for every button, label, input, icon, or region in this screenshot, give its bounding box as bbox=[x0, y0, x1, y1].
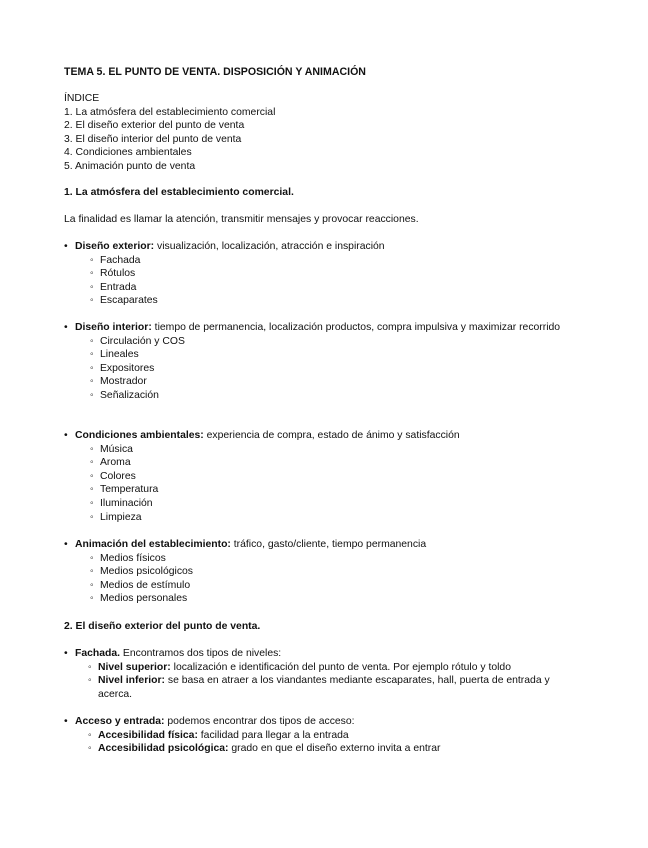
bullet-dot: • bbox=[64, 716, 68, 727]
sub-item: ◦ Iluminación bbox=[90, 497, 584, 511]
bullet-dot: • bbox=[64, 322, 68, 333]
index-item: 3. El diseño interior del punto de venta bbox=[64, 133, 242, 145]
bullet-animacion bbox=[64, 538, 584, 606]
index-item: 5. Animación punto de venta bbox=[64, 160, 196, 172]
sub-item-label: Nivel superior: bbox=[98, 661, 171, 673]
sub-item: ◦ Señalización bbox=[90, 389, 584, 403]
bullet-text: tráfico, gasto/cliente, tiempo permanencia bbox=[230, 539, 427, 550]
index-item: 2. El diseño exterior del punto de venta bbox=[64, 120, 245, 132]
index-item: 1. La atmósfera del establecimiento comercial bbox=[64, 106, 276, 118]
bullet-text: visualización, localización, atracción e inspiración bbox=[154, 241, 385, 252]
sub-item-text: facilidad para llegar a la entrada bbox=[197, 729, 349, 741]
bullet-label: Animación del establecimiento: bbox=[75, 539, 231, 550]
section1-intro: La finalidad es llamar la atención, transmitir mensajes y provocar reacciones. bbox=[64, 214, 419, 225]
bullet-label: Condiciones ambientales: bbox=[75, 430, 204, 441]
sub-item: ◦ Limpieza bbox=[90, 511, 584, 525]
sub-item: ◦ Entrada bbox=[90, 281, 584, 295]
bullet-text: experiencia de compra, estado de ánimo y satisfacción bbox=[203, 430, 460, 441]
sub-item: ◦ Fachada bbox=[90, 254, 584, 268]
sub-item-label: Nivel inferior: bbox=[98, 675, 165, 687]
sub-item: ◦ Expositores bbox=[90, 362, 584, 376]
sub-item-text: se basa en atraer a los viandantes mediante escaparates, hall, puerta de entrada y acerca. bbox=[98, 675, 550, 700]
bullet-diseno-interior bbox=[64, 321, 584, 403]
sub-item: ◦ Colores bbox=[90, 470, 584, 484]
bullet-acceso-entrada bbox=[64, 715, 584, 756]
sub-item: ◦ Medios físicos bbox=[90, 552, 584, 566]
section1-heading: 1. La atmósfera del establecimiento comercial. bbox=[64, 187, 294, 198]
index-item: 4. Condiciones ambientales bbox=[64, 147, 192, 159]
sub-item-text: localización e identificación del punto de venta. Por ejemplo rótulo y toldo bbox=[170, 661, 511, 673]
index-heading: ÍNDICE bbox=[64, 93, 100, 104]
sub-item bbox=[88, 742, 584, 756]
sub-item bbox=[88, 674, 568, 701]
sub-item: ◦ Medios de estímulo bbox=[90, 579, 584, 593]
bullet-dot: • bbox=[64, 241, 68, 252]
sub-item: ◦ Rótulos bbox=[90, 267, 584, 281]
bullet-text: podemos encontrar dos tipos de acceso: bbox=[164, 716, 355, 727]
document-title: TEMA 5. EL PUNTO DE VENTA. DISPOSICIÓN Y ANIMACIÓN bbox=[64, 66, 366, 78]
sub-item: ◦ Escaparates bbox=[90, 294, 584, 308]
bullet-condiciones-ambientales bbox=[64, 429, 584, 524]
sub-item: ◦ Medios psicológicos bbox=[90, 565, 584, 579]
bullet-label: Fachada. bbox=[75, 648, 121, 659]
sub-item-text: grado en que el diseño externo invita a entrar bbox=[228, 743, 441, 755]
bullet-dot: • bbox=[64, 430, 68, 441]
bullet-text: tiempo de permanencia, localización productos, compra impulsiva y maximizar recorrido bbox=[151, 322, 561, 333]
bullet-text: Encontramos dos tipos de niveles: bbox=[120, 648, 282, 659]
bullet-label-colon: : bbox=[150, 241, 155, 252]
bullet-dot: • bbox=[64, 539, 68, 550]
bullet-label: Acceso y entrada: bbox=[75, 716, 165, 727]
sub-item: ◦ Medios personales bbox=[90, 592, 584, 606]
sub-item: ◦ Lineales bbox=[90, 348, 584, 362]
bullet-label: Diseño exterior bbox=[75, 241, 151, 252]
sub-item bbox=[88, 661, 584, 675]
bullet-fachada bbox=[64, 647, 584, 701]
sub-item bbox=[88, 729, 584, 743]
section2-heading: 2. El diseño exterior del punto de venta. bbox=[64, 621, 261, 632]
sub-item-label: Accesibilidad física: bbox=[98, 729, 198, 741]
bullet-diseno-exterior bbox=[64, 240, 584, 308]
bullet-dot: • bbox=[64, 648, 68, 659]
index bbox=[64, 92, 275, 174]
sub-item: ◦ Mostrador bbox=[90, 375, 584, 389]
sub-item: ◦ Aroma bbox=[90, 456, 584, 470]
sub-item-label: Accesibilidad psicológica: bbox=[98, 743, 229, 755]
sub-item: ◦ Circulación y COS bbox=[90, 335, 584, 349]
sub-item: ◦ Música bbox=[90, 443, 584, 457]
bullet-label: Diseño interior: bbox=[75, 322, 152, 333]
sub-item: ◦ Temperatura bbox=[90, 483, 584, 497]
